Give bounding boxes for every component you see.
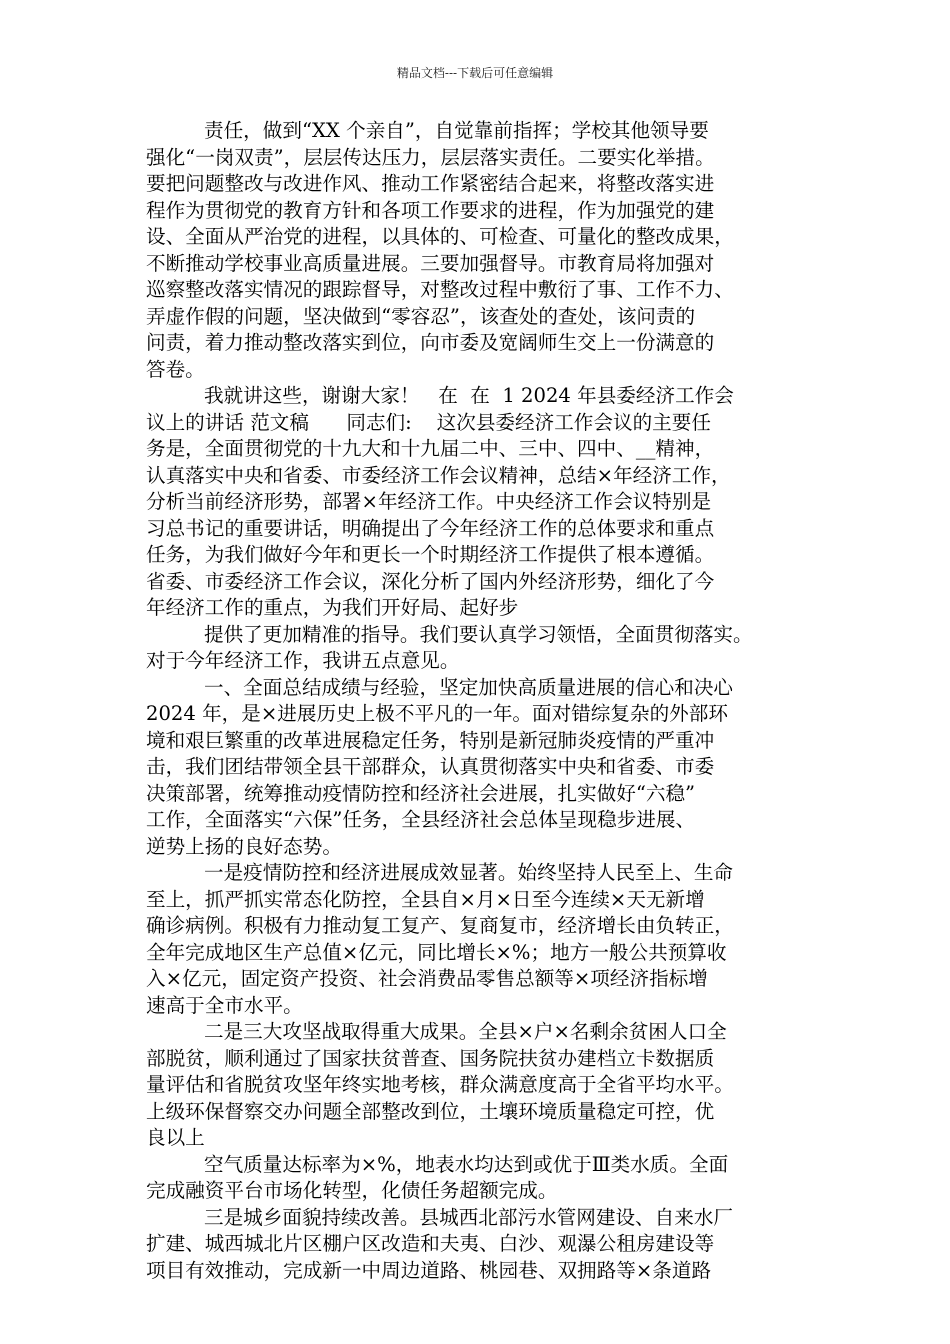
text-line: 对于今年经济工作，我讲五点意见。 (146, 649, 460, 672)
text-line: 部脱贫，顺利通过了国家扶贫普查、国务院扶贫办建档立卡数据质 (146, 1046, 715, 1070)
text-line: 扩建、城西城北片区棚户区改造和夫夷、白沙、观瀑公租房建设等 (146, 1232, 715, 1255)
text-line: 习总书记的重要讲话，明确提出了今年经济工作的总体要求和重点 (146, 516, 715, 540)
text-line: 境和艰巨繁重的改革进展稳定任务，特别是新冠肺炎疫情的严重冲 (146, 728, 715, 752)
text-line: 问责，着力推动整改落实到位，向市委及宽阔师生交上一份满意的 (146, 331, 715, 354)
text-line: 分析当前经济形势，部署×年经济工作。中央经济工作会议特别是 (146, 490, 712, 513)
text-line: 务是，全面贯彻党的十九大和十九届二中、三中、四中、__精神， (146, 437, 715, 460)
text-line: 议上的讲话 范文稿 同志们: 这次县委经济工作会议的主要任 (146, 410, 711, 434)
text-line: 要把问题整改与改进作风、推动工作紧密结合起来，将整改落实进 (146, 172, 715, 195)
text-line: 程作为贯彻党的教育方针和各项工作要求的进程，作为加强党的建 (146, 198, 715, 222)
text-line: 不断推动学校事业高质量进展。三要加强督导。市教育局将加强对 (146, 251, 715, 275)
text-line: 完成融资平台市场化转型，化债任务超额完成。 (146, 1179, 558, 1202)
text-line: 任务，为我们做好今年和更长一个时期经济工作提供了根本遵循。 (146, 543, 715, 566)
text-line: 上级环保督察交办问题全部整改到位，土壤环境质量稳定可控，优 (146, 1099, 715, 1123)
text-line: 我就讲这些，谢谢大家！ 在 在 1 2024 年县委经济工作会 (204, 384, 734, 407)
text-line: 答卷。 (146, 357, 205, 381)
text-line: 设、全面从严治党的进程，以具体的、可检查、可量化的整改成果， (146, 225, 734, 248)
text-line: 三是城乡面貌持续改善。县城西北部污水管网建设、自来水厂 (204, 1205, 734, 1229)
text-line: 项目有效推动，完成新一中周边道路、桃园巷、双拥路等×条道路 (146, 1258, 712, 1282)
text-line: 年经济工作的重点，为我们开好局、起好步 (146, 596, 519, 619)
text-line: 良以上 (146, 1126, 205, 1149)
text-line: 提供了更加精准的指导。我们要认真学习领悟，全面贯彻落实。 (204, 622, 753, 646)
text-line: 空气质量达标率为×%，地表水均达到或优于Ⅲ类水质。全面 (204, 1152, 729, 1176)
text-line: 速高于全市水平。 (146, 993, 303, 1017)
text-line: 2024 年，是×进展历史上极不平凡的一年。面对错综复杂的外部环 (146, 702, 728, 725)
text-line: 一是疫情防控和经济进展成效显著。始终坚持人民至上、生命 (204, 861, 734, 884)
text-line: 强化“一岗双责”，层层传达压力，层层落实责任。二要实化举措。 (146, 145, 715, 169)
text-line: 决策部署，统筹推动疫情防控和经济社会进展，扎实做好“六稳” (146, 781, 696, 805)
text-line: 二是三大攻坚战取得重大成果。全县×户×名剩余贫困人口全 (204, 1020, 727, 1043)
text-line: 弄虚作假的问题，坚决做到“零容忍”，该查处的查处，该问责的 (146, 304, 696, 328)
text-line: 省委、市委经济工作会议，深化分析了国内外经济形势，细化了今 (146, 569, 715, 593)
page-header: 精品文档---下载后可任意编辑 (396, 66, 554, 80)
text-line: 逆势上扬的良好态势。 (146, 834, 342, 858)
text-line: 一、全面总结成绩与经验，坚定加快高质量进展的信心和决心 (204, 675, 734, 699)
text-line: 击，我们团结带领全县干部群众，认真贯彻落实中央和省委、市委 (146, 755, 715, 778)
document-body (146, 118, 812, 1284)
text-line: 全年完成地区生产总值×亿元，同比增长×%；地方一般公共预算收 (146, 940, 727, 964)
text-line: 工作，全面落实“六保”任务，全县经济社会总体呈现稳步进展、 (146, 808, 696, 831)
text-line: 责任，做到“XX 个亲自”，自觉靠前指挥；学校其他领导要 (204, 119, 709, 142)
text-line: 确诊病例。积极有力推动复工复产、复商复市，经济增长由负转正， (146, 914, 734, 937)
text-line: 至上，抓严抓实常态化防控，全县自×月×日至今连续×天无新增 (146, 887, 705, 911)
text-line: 认真落实中央和省委、市委经济工作会议精神，总结×年经济工作， (146, 463, 731, 487)
text-line: 入×亿元，固定资产投资、社会消费品零售总额等×项经济指标增 (146, 967, 708, 990)
text-line: 巡察整改落实情况的跟踪督导，对整改过程中敷衍了事、工作不力、 (146, 278, 734, 301)
text-line: 量评估和省脱贫攻坚年终实地考核，群众满意度高于全省平均水平。 (146, 1073, 734, 1096)
